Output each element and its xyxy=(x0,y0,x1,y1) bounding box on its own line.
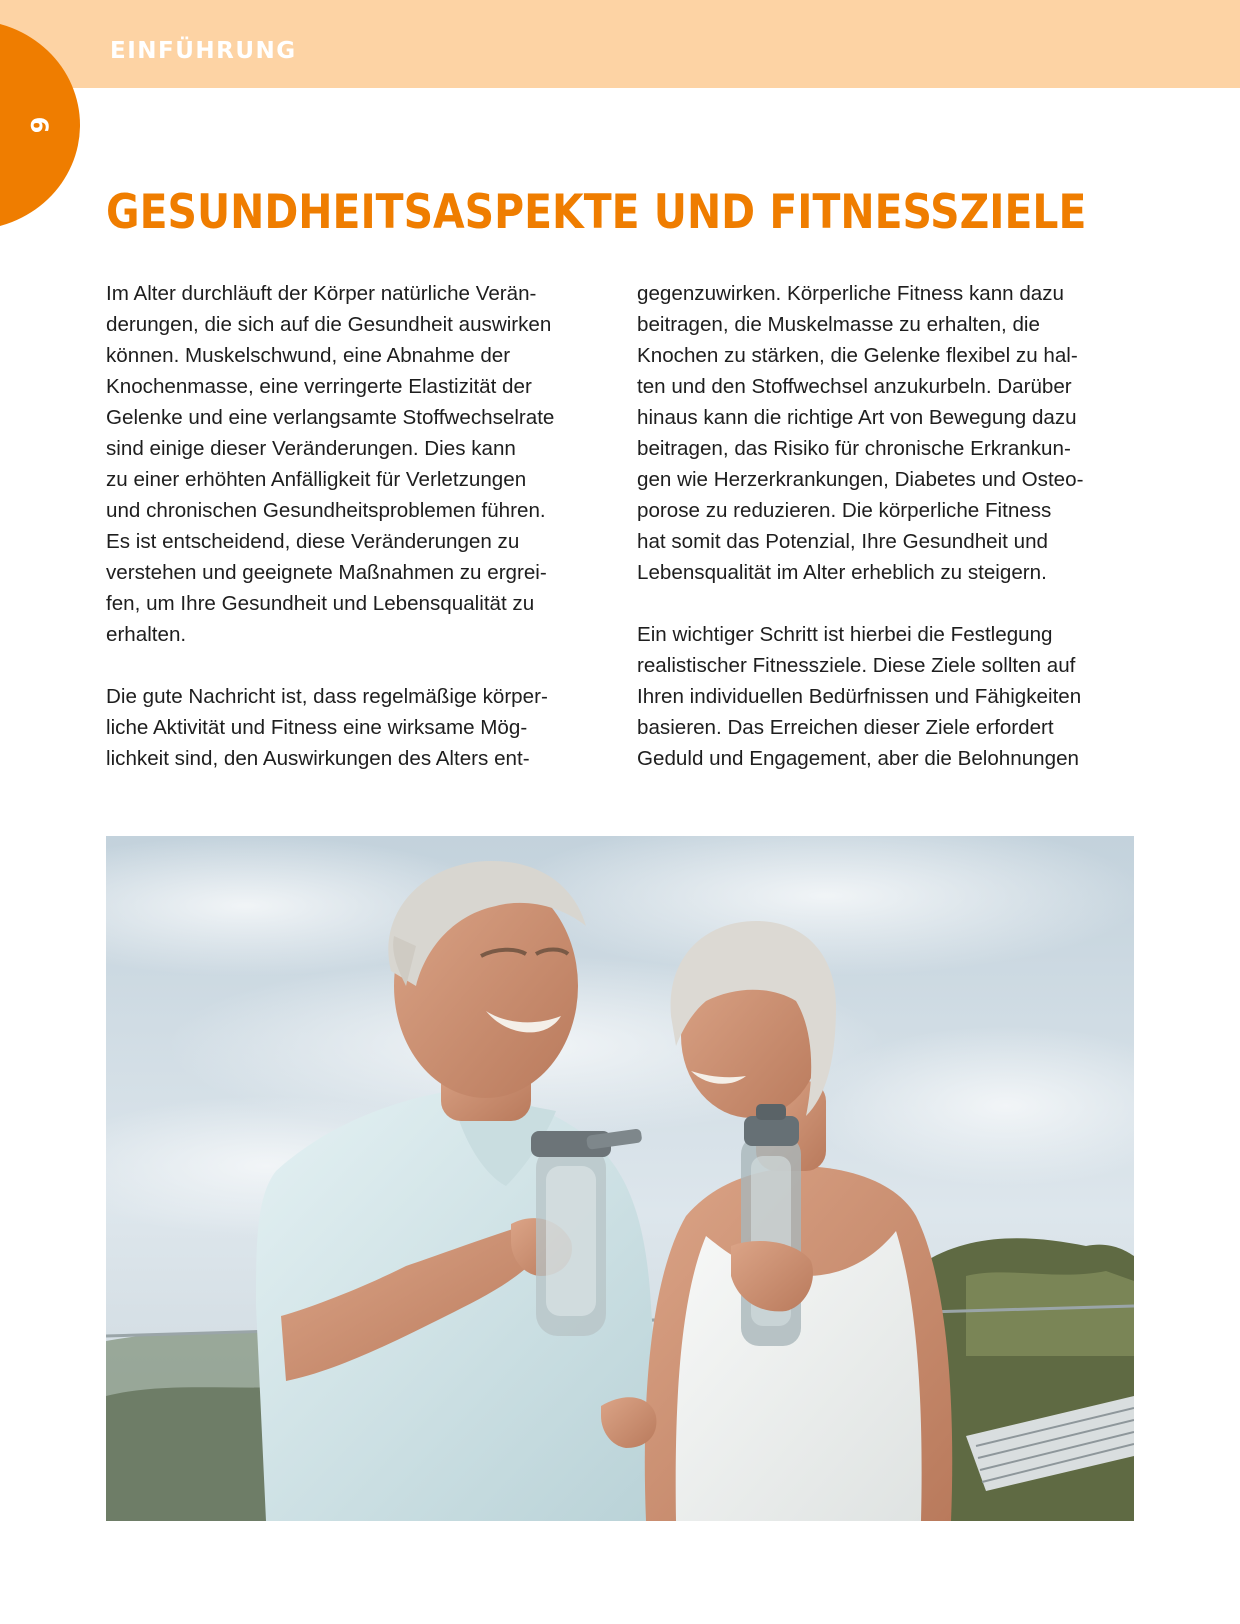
text-line: liche Aktivität und Fitness eine wirksame Mög- xyxy=(106,716,528,739)
text-line: Ihren individuellen Bedürfnissen und Fähigkeiten xyxy=(637,685,1082,708)
text-line: Ein wichtiger Schritt ist hierbei die Festlegung xyxy=(637,623,1053,646)
text-line: gen wie Herzerkrankungen, Diabetes und Osteo- xyxy=(637,468,1084,491)
paragraph xyxy=(106,681,586,774)
page-title: GESUNDHEITSASPEKTE UND FITNESSZIELE xyxy=(106,185,1087,240)
text-line: erhalten. xyxy=(106,623,187,646)
text-line: gegenzuwirken. Körperliche Fitness kann dazu xyxy=(637,282,1064,305)
text-line: realistischer Fitnessziele. Diese Ziele sollten auf xyxy=(637,654,1076,677)
senior-couple-photo xyxy=(106,836,1134,1521)
text-line: Knochenmasse, eine verringerte Elastizität der xyxy=(106,375,532,398)
text-line: ten und den Stoffwechsel anzukurbeln. Darüber xyxy=(637,375,1072,398)
text-line: hat somit das Potenzial, Ihre Gesundheit und xyxy=(637,530,1048,553)
text-column-left xyxy=(106,278,586,774)
text-line: hinaus kann die richtige Art von Bewegung dazu xyxy=(637,406,1077,429)
text-line: porose zu reduzieren. Die körperliche Fitness xyxy=(637,499,1052,522)
text-line: Im Alter durchläuft der Körper natürliche Verän- xyxy=(106,282,537,305)
text-line: beitragen, die Muskelmasse zu erhalten, die xyxy=(637,313,1040,336)
paragraph xyxy=(106,278,586,650)
text-line: zu einer erhöhten Anfälligkeit für Verletzungen xyxy=(106,468,527,491)
text-column-right xyxy=(637,278,1117,774)
text-line: Gelenke und eine verlangsamte Stoffwechselrate xyxy=(106,406,555,429)
page-number: 6 xyxy=(25,116,53,134)
text-line: lichkeit sind, den Auswirkungen des Alters ent- xyxy=(106,747,530,770)
paragraph-gap xyxy=(106,650,586,681)
paragraph xyxy=(637,278,1117,588)
text-line: Knochen zu stärken, die Gelenke flexibel zu hal- xyxy=(637,344,1078,367)
text-line: Lebensqualität im Alter erheblich zu steigern. xyxy=(637,561,1047,584)
text-line: können. Muskelschwund, eine Abnahme der xyxy=(106,344,511,367)
section-label: EINFÜHRUNG xyxy=(110,38,297,64)
text-line: verstehen und geeignete Maßnahmen zu ergrei- xyxy=(106,561,547,584)
paragraph xyxy=(637,619,1117,774)
text-line: derungen, die sich auf die Gesundheit auswirken xyxy=(106,313,552,336)
text-line: fen, um Ihre Gesundheit und Lebensqualität zu xyxy=(106,592,535,615)
text-line: sind einige dieser Veränderungen. Dies kann xyxy=(106,437,516,460)
text-line: basieren. Das Erreichen dieser Ziele erfordert xyxy=(637,716,1054,739)
text-line: Geduld und Engagement, aber die Belohnungen xyxy=(637,747,1079,770)
text-line: Es ist entscheidend, diese Veränderungen zu xyxy=(106,530,520,553)
paragraph-gap xyxy=(637,588,1117,619)
text-line: und chronischen Gesundheitsproblemen führen. xyxy=(106,499,546,522)
text-line: beitragen, das Risiko für chronische Erkrankun- xyxy=(637,437,1071,460)
text-line: Die gute Nachricht ist, dass regelmäßige körper- xyxy=(106,685,548,708)
